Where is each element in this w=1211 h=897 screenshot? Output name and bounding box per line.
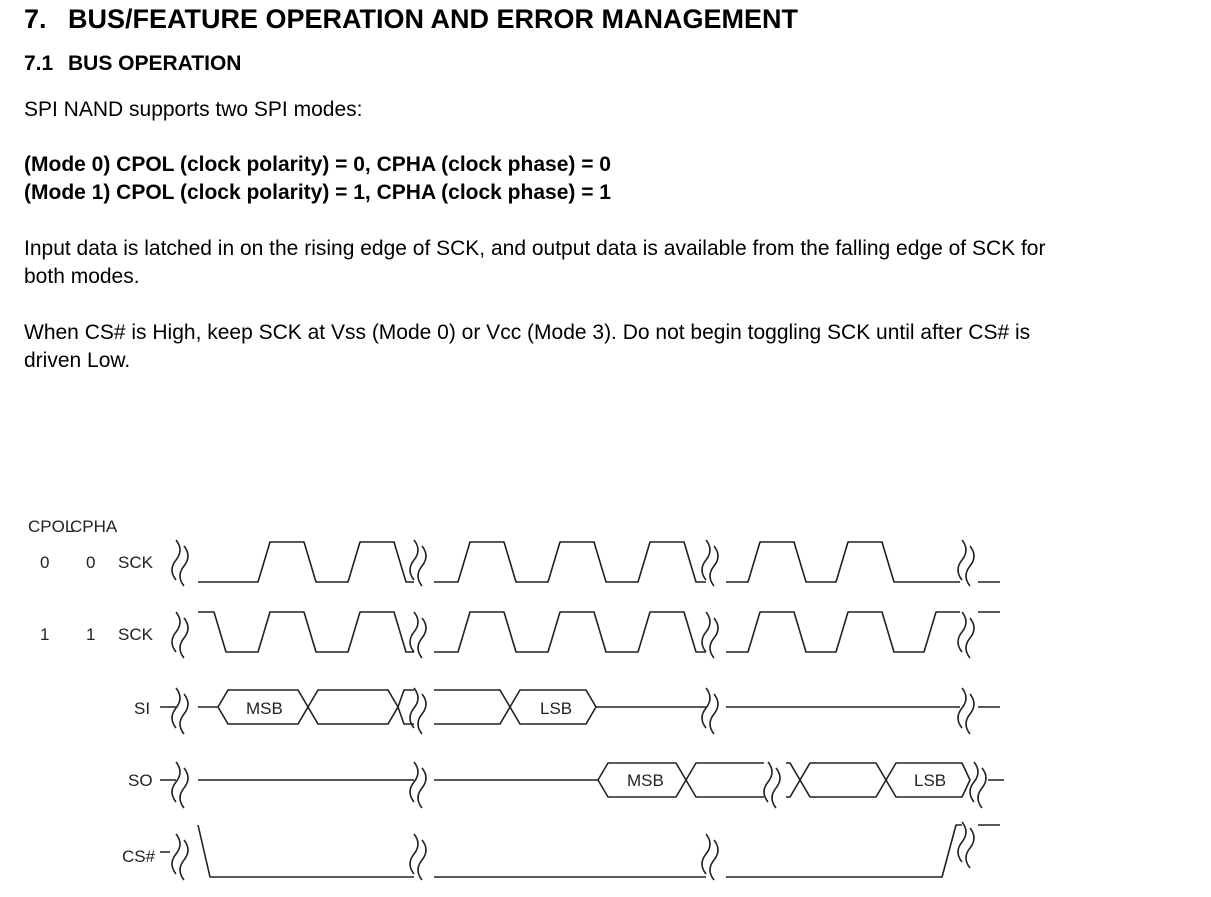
sck-mode0-waveform <box>198 542 1000 582</box>
latch-paragraph-line2: both modes. <box>24 265 140 288</box>
spi-timing-diagram <box>0 500 1211 897</box>
section-heading <box>24 4 798 35</box>
row1-signal-label: SCK <box>118 625 153 644</box>
si-signal-label: SI <box>134 699 151 718</box>
header-cpol: CPOL <box>28 517 75 536</box>
cs-paragraph-line2: driven Low. <box>24 349 131 372</box>
row0-signal-label: SCK <box>118 553 153 572</box>
section-title: BUS/FEATURE OPERATION AND ERROR MANAGEMENT <box>68 4 799 34</box>
subsection-heading <box>24 52 241 76</box>
so-lsb-label: LSB <box>914 771 947 790</box>
si-lsb-label: LSB <box>540 699 573 718</box>
sck-mode1-waveform <box>198 612 1000 652</box>
so-msb-label: MSB <box>627 771 664 790</box>
cs-paragraph-line1: When CS# is High, keep SCK at Vss (Mode 0) or Vcc (Mode 3). Do not begin toggling SCK until after CS# is <box>24 321 1031 344</box>
row1-cpol-value: 1 <box>40 625 50 644</box>
si-waveform <box>160 690 1000 724</box>
mode0-line: (Mode 0) CPOL (clock polarity) = 0, CPHA (clock phase) = 0 <box>24 153 611 176</box>
subsection-number: 7.1 <box>24 52 54 75</box>
break-marks <box>172 540 986 880</box>
header-cpha: CPHA <box>70 517 118 536</box>
intro-paragraph: SPI NAND supports two SPI modes: <box>24 98 363 121</box>
cs-signal-label: CS# <box>122 847 156 866</box>
so-waveform <box>160 763 1004 797</box>
latch-paragraph-line1: Input data is latched in on the rising edge of SCK, and output data is available from the falling edge of SCK for <box>24 237 1046 260</box>
subsection-title: BUS OPERATION <box>68 52 242 75</box>
mode1-line: (Mode 1) CPOL (clock polarity) = 1, CPHA (clock phase) = 1 <box>24 181 611 204</box>
row1-cpha-value: 1 <box>86 625 96 644</box>
row0-cpol-value: 0 <box>40 553 50 572</box>
row0-cpha-value: 0 <box>86 553 96 572</box>
cs-waveform <box>160 825 1000 877</box>
so-signal-label: SO <box>128 771 153 790</box>
si-msb-label: MSB <box>246 699 283 718</box>
section-number: 7. <box>24 4 47 34</box>
